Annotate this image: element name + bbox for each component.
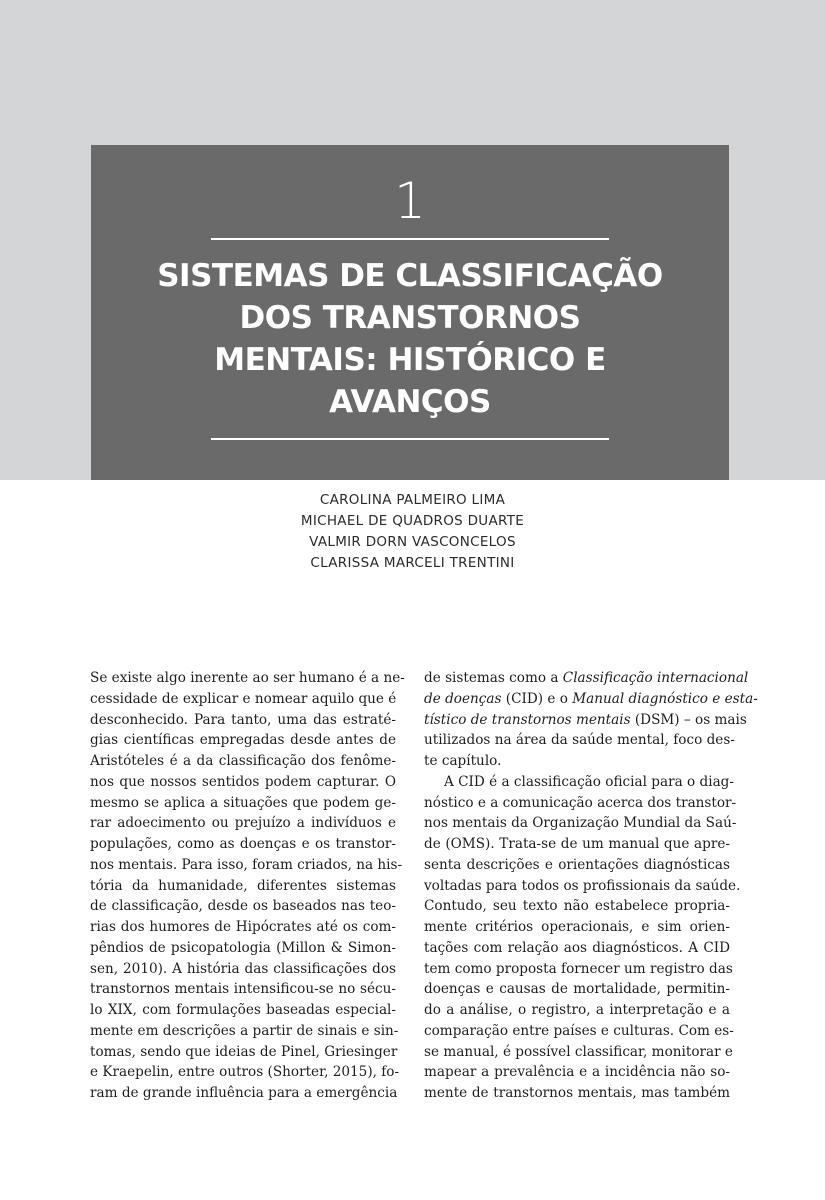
chapter-title-line: MENTAIS: HISTÓRICO E (214, 342, 606, 378)
chapter-title-box (91, 145, 729, 480)
text-line (424, 689, 758, 710)
text-line: mesmo se aplica a situações que podem ge- (90, 794, 396, 811)
text-line: A CID é a classificação oficial para o diag- (444, 773, 734, 790)
text-line: Contudo, seu texto não estabelece propria- (424, 898, 730, 915)
text-line: voltadas para todos os profissionais da saúde. (424, 877, 741, 894)
text-line: do a análise, o registro, a interpretação e a (424, 1002, 730, 1018)
author-list (0, 490, 825, 574)
body-paragraph (424, 772, 741, 1104)
text-line: mente de transtornos mentais, mas também (424, 1085, 730, 1101)
text-line (424, 710, 747, 731)
text-line: e Kraepelin, entre outros (Shorter, 2015), fo- (90, 1064, 400, 1081)
text-run: (CID) e o (501, 690, 573, 707)
text-line: transtornos mentais intensificou-se no sécu- (90, 981, 396, 998)
title-rule-bottom (211, 438, 609, 440)
chapter-title-line: DOS TRANSTORNOS (239, 300, 581, 336)
text-line: tações com relação aos diagnósticos. A CID (424, 939, 730, 956)
text-line (424, 668, 749, 689)
text-line: doenças e causas de mortalidade, permitin- (424, 981, 730, 998)
text-line: rias dos humores de Hipócrates até os com- (90, 919, 396, 935)
chapter-title (131, 255, 689, 423)
text-line: nos mentais. Para isso, foram criados, na his- (90, 856, 403, 873)
text-line: Se existe algo inerente ao ser humano é a ne- (90, 670, 405, 686)
chapter-title-line: AVANÇOS (329, 384, 491, 420)
text-line: mente em descrições a partir de sinais e sin- (90, 1022, 399, 1039)
title-rule-top (211, 238, 609, 240)
text-line: pêndios de psicopatologia (Millon & Simon- (90, 939, 396, 956)
text-line: comparação entre países e culturas. Com es- (424, 1022, 734, 1039)
text-line: nóstico e a comunicação acerca dos transtor- (424, 794, 737, 811)
text-line: se manual, é possível classificar, monitorar e (424, 1043, 733, 1060)
italic-title: Classificação internacional (562, 670, 749, 686)
body-column-left (90, 668, 405, 1104)
author-name: CLARISSA MARCELI TRENTINI (310, 555, 515, 571)
text-line: mente critérios operacionais, e sim orien- (424, 919, 730, 935)
text-line: tomas, sendo que ideias de Pinel, Griesinger (90, 1043, 398, 1060)
author-name: MICHAEL DE QUADROS DUARTE (300, 513, 525, 529)
body-paragraph (424, 668, 758, 772)
author-name: VALMIR DORN VASCONCELOS (309, 534, 516, 550)
chapter-title-line: SISTEMAS DE CLASSIFICAÇÃO (157, 258, 663, 294)
text-line: Aristóteles é a da classificação dos fenôme- (90, 753, 396, 769)
text-line: nos mentais da Organização Mundial da Saú- (424, 815, 737, 832)
text-line: gias científicas empregadas desde antes de (90, 732, 396, 749)
text-line: te capítulo. (424, 753, 502, 769)
text-line: ram de grande influência para a emergência (90, 1085, 398, 1101)
text-line: lo XIX, com formulações baseadas especial- (90, 1002, 396, 1018)
text-line: de classificação, desde os baseados nas teo- (90, 898, 396, 915)
text-line: mapear a prevalência e a incidência não so- (424, 1064, 730, 1081)
text-line: cessidade de explicar e nomear aquilo que é (90, 690, 397, 707)
body-column-right (424, 668, 758, 1104)
text-line: de (OMS). Trata-se de um manual que apre- (424, 836, 730, 852)
text-run: de sistemas como a (424, 670, 563, 686)
italic-title: Manual diagnóstico e esta- (572, 690, 758, 707)
italic-title: de doenças (424, 690, 502, 707)
text-line: rar adoecimento ou prejuízo a indivíduos e (90, 815, 396, 832)
text-line: nos que nossos sentidos podem capturar. O (90, 773, 396, 790)
chapter-number: 1 (394, 172, 426, 230)
italic-title: tístico de transtornos mentais (424, 711, 631, 728)
body-paragraph (90, 668, 405, 1104)
text-line: tem como proposta fornecer um registro das (424, 960, 733, 977)
text-line: tória da humanidade, diferentes sistemas (90, 877, 396, 894)
text-line: senta descrições e orientações diagnósticas (424, 856, 730, 873)
text-line: sen, 2010). A história das classificações dos (90, 960, 396, 977)
text-line: desconhecido. Para tanto, uma das estraté- (90, 711, 396, 728)
author-name: CAROLINA PALMEIRO LIMA (319, 492, 506, 508)
text-line: populações, como as doenças e os transtor- (90, 836, 396, 852)
text-run: (DSM) – os mais (630, 711, 747, 728)
text-line: utilizados na área da saúde mental, foco des- (424, 732, 735, 749)
